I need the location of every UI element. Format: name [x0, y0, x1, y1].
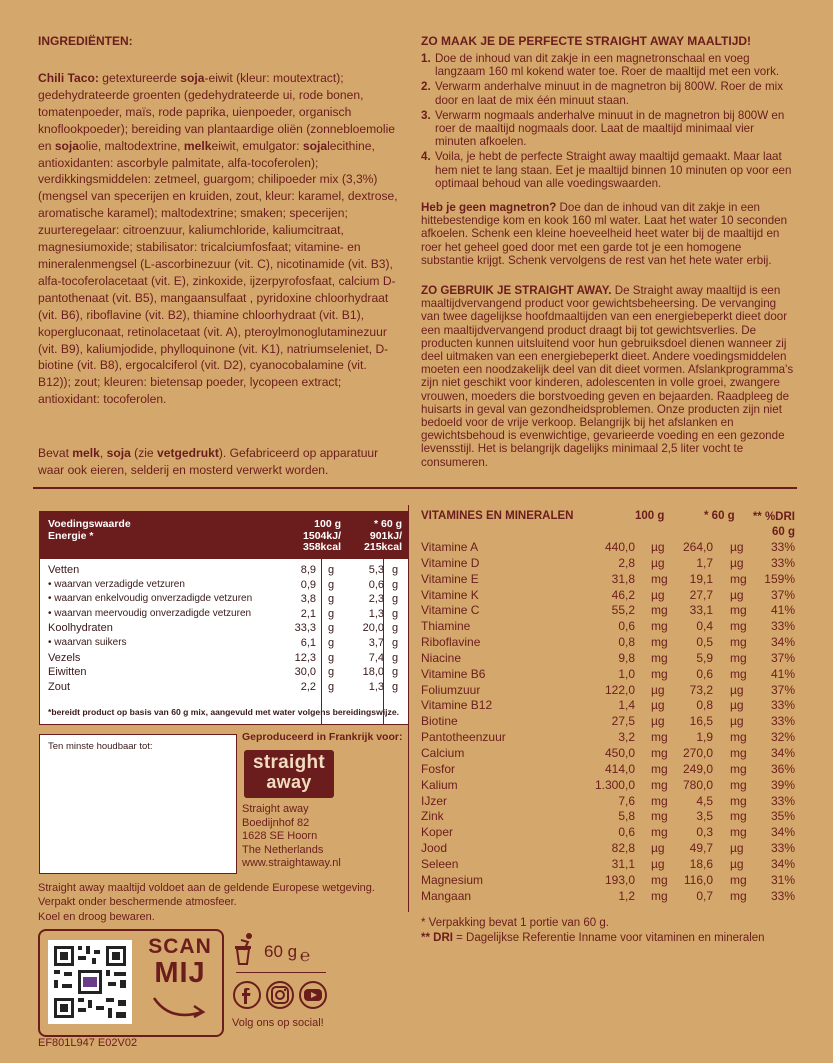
vitamin-row	[421, 762, 797, 778]
dri-percent: 34%	[770, 635, 795, 650]
value-60g: 264,0	[682, 540, 713, 554]
nutrition-row	[40, 563, 408, 578]
qr-code[interactable]	[48, 940, 132, 1024]
vitamins-notes	[421, 916, 765, 945]
legal-text: Straight away maaltijd voldoet aan de geldende Europese wetgeving. Verpakt onder beschermende atmosfeer. Koel en droog bewaren.	[38, 882, 375, 923]
social-icons	[232, 980, 328, 1017]
unit-100g: µg	[651, 841, 665, 856]
vitamin-row	[421, 556, 797, 572]
value-100g: 46,2	[611, 587, 635, 602]
nutrition-row	[40, 665, 408, 680]
ingredient-text: -eiwit (kleur: moutextract); gedehydrateerde groenten (gedehydrateerde ui, rode bonen, tomatenpoeder, maïs, rode paprika, uienpoeder, organisch knoflookpoeder); bereiding van plantaardige oliën (zonnebloemolie en	[38, 71, 396, 153]
vitamin-name: Vitamine D	[421, 555, 480, 570]
value-60g: 0,5	[696, 635, 713, 650]
dri-percent: 33%	[770, 793, 795, 808]
value-100g: 82,8	[611, 841, 635, 856]
value-60g: 1,3	[368, 607, 384, 620]
vitamin-row	[421, 809, 797, 825]
value-100g: 450,0	[604, 745, 635, 760]
value-100g: 1,4	[618, 698, 635, 713]
ingredient-text: lecithine, antioxidanten: ascorbyle palmitate, alfa-tocoferolen); verdikkingsmiddelen: zetmeel, guargom; chilipoeder mix (3,3%) (mengsel van specerijen en kruiden, zout, kleur: karamel, dextrose, aromatische karamel); maltodextrine; smaken; specerijen; zuurteregelaar: citroenzuur, kaliumchloride, kaliumcitraat, magnesiumoxide; stabilisator: tricalciumfosfaat; vitamine- en mineralenmengsel (L-ascorbinezuur (vit. C), nicotinamide (vit. B3), alfa-tocoferolacetaat (vit. E), zinkoxide, ijzerpyrofosfaat, calcium D-pantothenaat (vit. B5), mangaansulfaat , pyridoxine chloorhydraat (vit. B6), riboflavine (vit. B2), thiamine chloorhydraat (vit. B1), kopergluconaat, retinolacetaat (vit. A), pteroylmonoglutaminezuur (vit. B9), kaliumjodide, phylloquinone (vit. K1), natriumseleniet, D-biotine (vit. B8), ergocalciferol (vit. D2), cyanocobalamine (vit. B12)); zout; kleuren: bietensap poeder, lycopeen extract; antioxidant: tocoferolen.	[38, 138, 398, 407]
dri-percent: 34%	[770, 856, 795, 871]
allergen-statement	[38, 445, 400, 479]
nutrient-name: • waarvan meervoudig onverzadigde vetzuren	[48, 607, 252, 619]
step-number: 1.	[421, 52, 431, 65]
vitamin-name: Kalium	[421, 777, 458, 792]
unit-60g: mg	[730, 793, 747, 808]
value-60g: 19,1	[689, 571, 713, 586]
vitamin-name: Koper	[421, 825, 454, 840]
nutrition-title: Voedingswaarde	[48, 518, 131, 530]
vitamins-title: VITAMINES EN MINERALEN	[421, 510, 574, 522]
unit-100g: g	[328, 680, 335, 693]
unit-100g: mg	[651, 650, 668, 665]
vitamin-row	[421, 778, 797, 794]
allergen: vetgedrukt	[157, 446, 219, 460]
value-60g: 16,5	[689, 714, 713, 729]
no-microwave-instructions	[421, 201, 797, 267]
vitamin-name: Thiamine	[421, 619, 471, 634]
dri-percent: 33%	[770, 841, 795, 856]
value-60g: 73,2	[689, 682, 713, 697]
vitamin-name: Magnesium	[421, 872, 484, 887]
unit-100g: µg	[651, 555, 665, 570]
unit-60g: µg	[730, 841, 744, 856]
value-100g: 8,9	[300, 564, 316, 576]
nutrient-name: Eiwitten	[48, 666, 87, 679]
vitamin-row	[421, 841, 797, 857]
unit-100g: µg	[651, 856, 665, 871]
usage-instructions	[421, 284, 797, 469]
best-before-box	[39, 734, 237, 874]
unit-60g: mg	[730, 872, 747, 887]
ingredients-title: INGREDIËNTEN:	[38, 34, 133, 48]
dri-percent: 39%	[770, 777, 795, 792]
value-60g: 2,3	[368, 593, 384, 606]
dri-percent: 33%	[770, 619, 795, 634]
value-100g: 2,8	[618, 555, 635, 570]
value-60g: 5,9	[696, 650, 713, 665]
allergen-statement-text: Bevat	[38, 446, 73, 460]
vitamin-name: Vitamine E	[421, 571, 479, 586]
value-60g: 116,0	[683, 872, 713, 887]
instagram-icon	[267, 982, 293, 1008]
unit-100g: mg	[651, 761, 668, 776]
vitamins-col-dri: ** %DRI 60 g	[752, 511, 795, 538]
dri-percent: 33%	[770, 540, 795, 554]
nutrition-row	[40, 592, 408, 607]
no-microwave-label: Heb je geen magnetron?	[421, 201, 557, 214]
vitamin-row	[421, 873, 797, 889]
value-100g: 9,8	[618, 650, 635, 665]
unit-60g: mg	[730, 571, 747, 586]
value-60g: 1,3	[368, 680, 384, 693]
value-100g: 31,1	[611, 856, 635, 871]
preparation-step	[421, 150, 797, 190]
unit-60g: mg	[730, 745, 747, 760]
unit-60g: g	[392, 651, 399, 664]
value-60g: 1,9	[696, 730, 713, 745]
value-60g: 3,7	[368, 636, 384, 649]
dri-percent: 34%	[770, 825, 795, 840]
producer-address: Straight away Boedijnhof 82 1628 SE Hoorn The Netherlands www.straightaway.nl	[242, 803, 341, 870]
vitamin-row	[421, 794, 797, 810]
allergen-statement-text: ,	[99, 446, 107, 460]
section-divider	[33, 487, 797, 489]
unit-60g: mg	[730, 650, 747, 665]
vitamin-name: IJzer	[421, 793, 448, 808]
unit-100g: mg	[651, 809, 668, 824]
unit-60g: g	[392, 636, 399, 649]
facebook-icon	[234, 982, 260, 1008]
value-100g: 0,6	[618, 825, 635, 840]
vitamin-name: Biotine	[421, 714, 458, 729]
vitamin-row	[421, 588, 797, 604]
unit-100g: mg	[651, 571, 668, 586]
value-60g: 4,5	[696, 793, 713, 808]
value-60g: 20,0	[362, 622, 384, 635]
vitamin-row	[421, 746, 797, 762]
value-60g: 1,7	[696, 555, 713, 570]
value-100g: 0,6	[618, 619, 635, 634]
vitamin-name: Calcium	[421, 745, 465, 760]
ingredient-text: getextureerde	[98, 71, 181, 85]
vitamin-row	[421, 572, 797, 588]
nutrient-name: Koolhydraten	[48, 622, 113, 635]
value-100g: 55,2	[611, 603, 635, 618]
value-60g: 780,0	[682, 777, 713, 792]
preparation-step	[421, 80, 797, 106]
unit-60g: µg	[730, 555, 744, 570]
value-100g: 0,8	[618, 635, 635, 650]
nutrient-name: • waarvan enkelvoudig onverzadigde vetzuren	[48, 593, 253, 605]
value-100g: 1,0	[618, 666, 635, 681]
value-60g: 7,4	[368, 651, 384, 664]
unit-100g: mg	[651, 777, 668, 792]
divider	[236, 972, 326, 973]
value-60g: 0,4	[696, 619, 713, 634]
unit-100g: µg	[651, 540, 665, 554]
unit-100g: µg	[651, 714, 665, 729]
dri-percent: 34%	[770, 745, 795, 760]
vitamin-row	[421, 857, 797, 873]
unit-60g: mg	[730, 730, 747, 745]
unit-100g: mg	[651, 730, 668, 745]
value-100g: 3,8	[300, 593, 316, 606]
value-60g: 18,6	[689, 856, 713, 871]
net-weight: 60 g	[264, 942, 298, 961]
unit-100g: mg	[651, 888, 668, 903]
value-60g: 3,5	[696, 809, 713, 824]
vitamin-name: Vitamine B6	[421, 666, 486, 681]
value-100g: 1,2	[618, 888, 635, 903]
value-60g: 18,0	[362, 666, 384, 679]
vitamins-header	[421, 510, 797, 540]
usage-text: De Straight away maaltijd is een maaltijdvervangend product voor gewichtsbeheersing. De vervanging van twee dagelijkse hoofdmaaltijden van een energiebeperkt dieet door een maaltijdvervangend product draagt bij tot gewichtsverlies. De producten kunnen uitsluitend voor hun gebruiksdoel dienen wanneer zij deel uitmaken van een energiebeperkt dieet. Andere voedingsmiddelen moeten een noodzakelijk deel van dit dieet vormen. Afslankprogramma's zijn niet geschikt voor kinderen, adolescenten in volle groei, zwangere vrouwen, moeders die borstvoeding geven en bejaarden. Raadpleeg de huisarts in geval van gezondheidsproblemen. Onze producten zijn niet bedoeld voor de vrije verkoop. Belangrijk bij het afslanken en gewichtsbehoud is evenwichtige, gevarieerde voeding en een gezonde levensstijl. Het is belangrijk dagelijks minimaal 2,5 liter vocht te consumeren.	[421, 284, 794, 469]
nutrition-row	[40, 621, 408, 636]
unit-60g: µg	[730, 540, 744, 554]
unit-60g: g	[392, 607, 399, 620]
dri-percent: 33%	[770, 888, 795, 903]
unit-100g: mg	[651, 825, 668, 840]
ingredients-list	[38, 71, 398, 406]
unit-60g: µg	[730, 714, 744, 729]
ingredient-text: eiwit, emulgator:	[211, 138, 303, 153]
nutrient-name: Zout	[48, 680, 71, 693]
value-60g: 0,7	[696, 888, 713, 903]
value-60g: 5,3	[368, 564, 384, 576]
logo-line-1: straight	[252, 752, 326, 773]
unit-60g: mg	[730, 603, 747, 618]
value-100g: 0,9	[300, 578, 316, 591]
dri-percent: 31%	[770, 872, 795, 887]
product-name: Chili Taco:	[38, 71, 99, 85]
value-60g: 27,7	[689, 587, 713, 602]
value-100g: 440,0	[604, 540, 635, 554]
unit-100g: mg	[651, 745, 668, 760]
best-before-label: Ten minste houdbaar tot:	[48, 741, 153, 752]
trash-bin-icon	[232, 932, 258, 971]
vitamin-row	[421, 825, 797, 841]
value-100g: 33,3	[294, 622, 316, 635]
vitamin-name: Zink	[421, 809, 444, 824]
unit-60g: g	[392, 680, 399, 693]
value-100g: 31,8	[611, 571, 635, 586]
value-60g: 0,6	[368, 578, 384, 591]
value-100g: 193,0	[604, 872, 635, 887]
unit-100g: mg	[651, 619, 668, 634]
straight-away-logo	[244, 750, 334, 798]
dri-percent: 37%	[770, 682, 795, 697]
dri-percent: 36%	[770, 761, 795, 776]
vitamin-name: Pantotheenzuur	[421, 730, 506, 745]
nutrition-row	[40, 651, 408, 666]
value-100g: 3,2	[618, 730, 635, 745]
unit-60g: g	[392, 593, 399, 606]
nutrient-name: • waarvan verzadigde vetzuren	[48, 578, 185, 590]
vitamin-row	[421, 714, 797, 730]
vitamins-rows	[421, 540, 797, 904]
nutrition-footnote: *bereidt product op basis van 60 g mix, aangevuld met water volgens bereidingswijze.	[48, 707, 400, 717]
preparation-section	[421, 34, 797, 192]
dri-note: ** DRI = Dagelijkse Referentie Inname voor vitaminen en mineralen	[421, 931, 765, 944]
vitamin-name: Jood	[421, 841, 448, 856]
vitamins-col-60g: * 60 g	[704, 510, 735, 522]
unit-100g: mg	[651, 872, 668, 887]
unit-60g: mg	[730, 888, 747, 903]
unit-60g: mg	[730, 635, 747, 650]
nutrition-rows	[40, 559, 408, 694]
value-100g: 6,1	[300, 636, 316, 649]
unit-100g: µg	[651, 587, 665, 602]
vitamin-row	[421, 730, 797, 746]
value-100g: 2,2	[300, 680, 316, 693]
scan-me-label: SCAN MIJ	[148, 935, 212, 989]
preparation-steps	[421, 52, 797, 190]
unit-100g: g	[328, 607, 335, 620]
unit-100g: µg	[651, 682, 665, 697]
allergen: soja	[54, 138, 80, 153]
unit-60g: mg	[730, 761, 747, 776]
unit-100g: g	[328, 578, 335, 591]
unit-100g: mg	[651, 793, 668, 808]
vitamin-name: Vitamine K	[421, 587, 479, 602]
energy-label: Energie *	[48, 529, 94, 542]
allergen: soja	[302, 138, 328, 153]
value-60g: 270,0	[682, 745, 713, 760]
value-100g: 1.300,0	[594, 777, 635, 792]
unit-100g: g	[328, 651, 335, 664]
unit-60g: mg	[730, 809, 747, 824]
preparation-title: ZO MAAK JE DE PERFECTE STRAIGHT AWAY MAALTIJD!	[421, 34, 752, 48]
unit-60g: µg	[730, 856, 744, 871]
allergen: melk	[183, 138, 212, 153]
vitamin-name: Niacine	[421, 650, 462, 665]
logo-line-2: away	[266, 772, 312, 792]
nutrition-col-60g: * 60 g 901kJ/ 215kcal	[364, 518, 402, 553]
step-text: Doe de inhoud van dit zakje in een magnetronschaal en voeg langzaam 160 ml kokend water toe. Roer de maaltijd met een vork.	[435, 52, 780, 79]
step-text: Voila, je hebt de perfecte Straight away maaltijd gemaakt. Maar laat hem niet te lang staan. Eet je maaltijd binnen 10 minuten op voor een optimaal behoud van alle voedingswaarden.	[435, 150, 792, 190]
value-60g: 249,0	[682, 761, 713, 776]
vitamin-row	[421, 603, 797, 619]
unit-60g: g	[392, 564, 399, 576]
dri-percent: 35%	[770, 809, 795, 824]
value-100g: 414,0	[604, 761, 635, 776]
allergen: soja	[180, 71, 205, 85]
unit-60g: mg	[730, 619, 747, 634]
value-100g: 27,5	[611, 714, 635, 729]
dri-percent: 159%	[764, 571, 795, 586]
vitamin-name: Seleen	[421, 856, 459, 871]
ingredients-text	[38, 70, 400, 408]
curved-arrow-icon	[150, 990, 210, 1031]
no-microwave-text: Doe dan de inhoud van dit zakje in een hittebestendige kom en kook 160 ml water. Laat het water 10 seconden afkoelen. Schenk een kleine hoeveelheid heet water bij de maaltijd en roer het geheel goed door met een garde tot je een homogene substantie krijgt. Schenk vervolgens de rest van het hete water erbij.	[421, 201, 788, 267]
unit-60g: µg	[730, 682, 744, 697]
value-100g: 5,8	[618, 809, 635, 824]
dri-percent: 33%	[770, 714, 795, 729]
social-label: Volg ons op social!	[232, 1017, 324, 1029]
nutrition-row	[40, 680, 408, 695]
vitamin-row	[421, 540, 797, 556]
unit-60g: g	[392, 578, 399, 591]
nutrition-row	[40, 607, 408, 622]
unit-60g: mg	[730, 666, 747, 681]
unit-100g: g	[328, 622, 335, 635]
vitamin-row	[421, 698, 797, 714]
nutrition-col-100g: 100 g 1504kJ/ 358kcal	[303, 518, 341, 553]
step-number: 4.	[421, 150, 431, 164]
nutrition-row	[40, 578, 408, 593]
vitamin-name: Riboflavine	[421, 635, 481, 650]
step-number: 2.	[421, 80, 431, 94]
nutrient-name: Vetten	[48, 564, 80, 576]
value-100g: 2,1	[300, 607, 316, 620]
allergen: soja	[106, 446, 131, 460]
unit-60g: mg	[730, 777, 747, 792]
nutrient-name: • waarvan suikers	[48, 636, 127, 648]
step-number: 3.	[421, 108, 431, 122]
dri-percent: 41%	[770, 666, 795, 681]
unit-100g: g	[328, 564, 335, 576]
value-60g: 0,6	[696, 666, 713, 681]
vitamin-row	[421, 619, 797, 635]
vitamin-name: Vitamine A	[421, 540, 479, 554]
unit-100g: mg	[651, 603, 668, 618]
preparation-step	[421, 52, 797, 78]
unit-60g: g	[392, 666, 399, 679]
unit-100g: g	[328, 666, 335, 679]
vitamins-col-100g: 100 g	[635, 510, 665, 522]
unit-60g: g	[392, 622, 399, 635]
unit-100g: g	[328, 593, 335, 606]
nutrition-header	[40, 512, 408, 559]
dri-percent: 33%	[770, 698, 795, 713]
youtube-icon	[300, 982, 326, 1008]
dri-percent: 32%	[770, 730, 795, 745]
allergen: melk	[72, 446, 100, 460]
column-divider	[408, 505, 409, 912]
usage-label: ZO GEBRUIK JE STRAIGHT AWAY.	[421, 284, 612, 297]
nutrition-table	[39, 511, 409, 725]
preparation-step	[421, 109, 797, 149]
dri-percent: 37%	[770, 587, 795, 602]
vitamin-row	[421, 667, 797, 683]
value-100g: 30,0	[294, 666, 316, 679]
website-link[interactable]: www.straightaway.nl	[242, 857, 341, 870]
value-60g: 0,8	[696, 698, 713, 713]
vitamin-name: Vitamine C	[421, 603, 480, 618]
vitamin-row	[421, 683, 797, 699]
estimated-sign: ℮	[300, 946, 311, 965]
value-60g: 33,1	[689, 603, 713, 618]
vitamin-row	[421, 889, 797, 905]
unit-100g: mg	[651, 635, 668, 650]
dri-percent: 37%	[770, 650, 795, 665]
value-100g: 7,6	[618, 793, 635, 808]
unit-60g: µg	[730, 587, 744, 602]
vitamin-name: Mangaan	[421, 888, 472, 903]
vitamin-name: Foliumzuur	[421, 682, 481, 697]
vitamins-table	[421, 510, 797, 904]
value-60g: 0,3	[696, 825, 713, 840]
nutrition-row	[40, 636, 408, 651]
vitamin-name: Fosfor	[421, 761, 456, 776]
unit-100g: mg	[651, 666, 668, 681]
unit-100g: µg	[651, 698, 665, 713]
unit-100g: g	[328, 636, 335, 649]
producer-title: Geproduceerd in Frankrijk voor:	[242, 731, 403, 743]
unit-60g: µg	[730, 698, 744, 713]
dri-percent: 33%	[770, 555, 795, 570]
ingredient-text: olie, maltodextrine,	[79, 138, 184, 153]
vitamin-row	[421, 651, 797, 667]
value-60g: 49,7	[689, 841, 713, 856]
portion-note: * Verpakking bevat 1 portie van 60 g.	[421, 917, 609, 929]
value-100g: 12,3	[294, 651, 316, 664]
dri-percent: 41%	[770, 603, 795, 618]
product-code: EF801L947 E02V02	[38, 1037, 138, 1049]
step-text: Verwarm anderhalve minuut in de magnetron bij 800W. Roer de mix door en laat de mix één minuut staan.	[435, 80, 783, 107]
unit-60g: mg	[730, 825, 747, 840]
vitamin-row	[421, 635, 797, 651]
allergen-statement-text: ). Gefabriceerd op apparatuur waar ook eieren, selderij en mosterd verwerkt worden.	[38, 446, 379, 477]
vitamin-name: Vitamine B12	[421, 698, 493, 713]
nutrient-name: Vezels	[48, 651, 81, 664]
value-100g: 122,0	[604, 682, 635, 697]
allergen-statement-text: (zie	[130, 446, 158, 460]
step-text: Verwarm nogmaals anderhalve minuut in de magnetron bij 800W en roer de maaltijd nogmaals door. Laat de maaltijd minimaal vier minuten afkoelen.	[435, 108, 785, 149]
